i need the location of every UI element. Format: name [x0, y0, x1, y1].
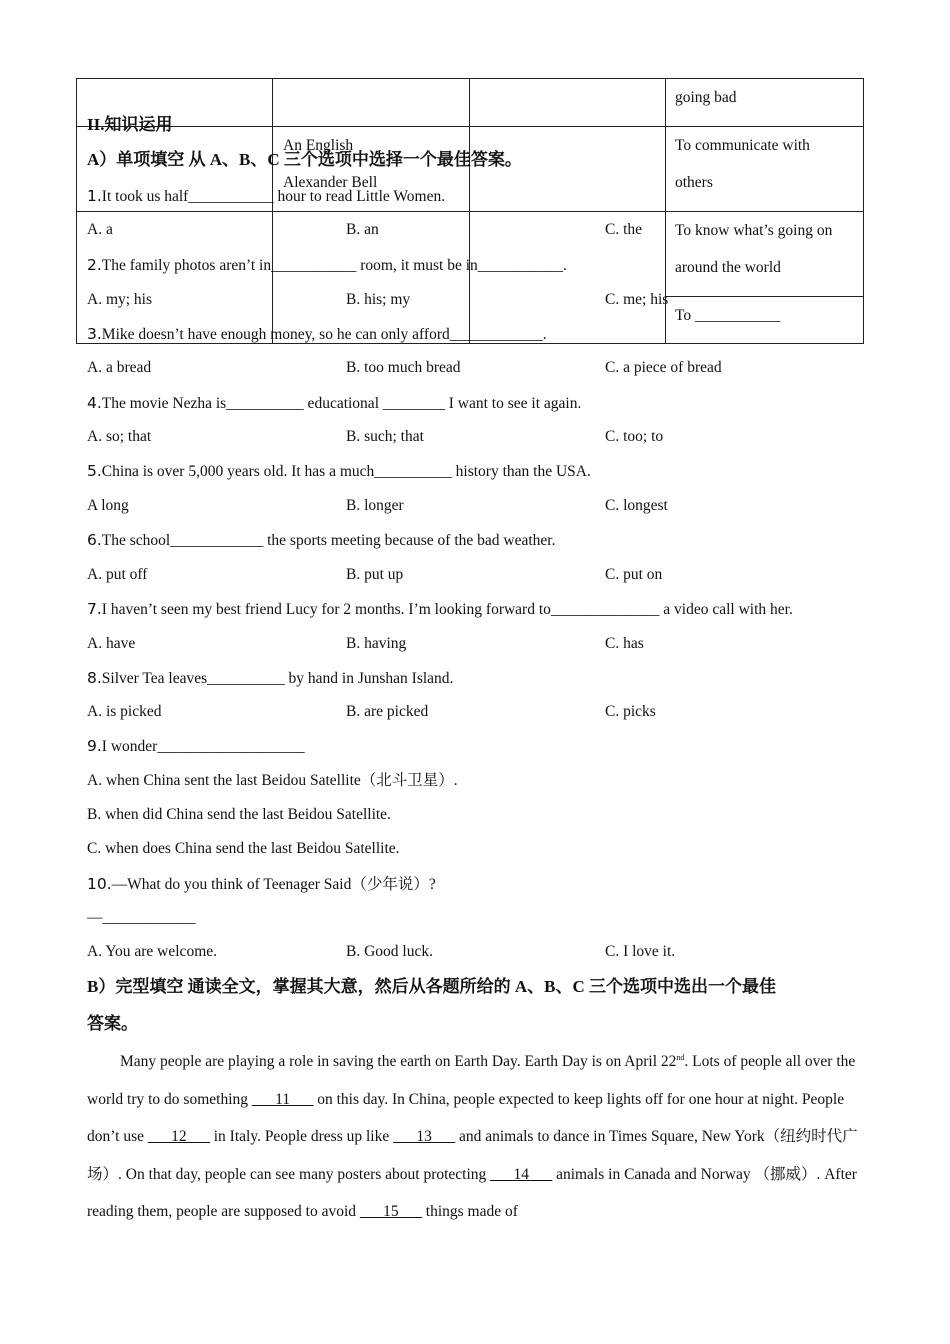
part-a-title: A）单项填空 从 A、B、C 三个选项中选择一个最佳答案。 — [87, 150, 522, 169]
question-10: 10.—What do you think of Teenager Said（少年说）? — [87, 875, 436, 893]
question-1: 1.It took us half___________ hour to read Little Women. — [87, 187, 446, 205]
table-cell: An English — [283, 137, 354, 154]
option-a[interactable]: A. so; that — [87, 428, 152, 445]
question-5: 5.China is over 5,000 years old. It has a much__________ history than the USA. — [87, 462, 591, 480]
option-b[interactable]: B. too much bread — [346, 359, 461, 376]
question-8: 8.Silver Tea leaves__________ by hand in Junshan Island. — [87, 669, 454, 687]
question-4: 4.The movie Nezha is__________ educational ________ I want to see it again. — [87, 394, 582, 412]
option-b[interactable]: B. having — [346, 635, 407, 652]
table-cell: To know what’s going on — [675, 222, 833, 239]
option-c[interactable]: C. picks — [605, 703, 656, 720]
question-6: 6.The school____________ the sports meeting because of the bad weather. — [87, 531, 556, 549]
question-3: 3.Mike doesn’t have enough money, so he can only afford____________. — [87, 325, 547, 343]
option-b[interactable]: B. Good luck. — [346, 943, 433, 960]
option-c[interactable]: C. too; to — [605, 428, 664, 445]
option-a[interactable]: A. is picked — [87, 703, 162, 720]
answer-line: —____________ — [87, 909, 196, 926]
question-9: 9.I wonder___________________ — [87, 737, 305, 755]
part-b-title-cont: 答案。 — [87, 1014, 138, 1033]
option-b[interactable]: B. longer — [346, 497, 404, 514]
option-c[interactable]: C. I love it. — [605, 943, 676, 960]
option-c[interactable]: C. when does China send the last Beidou Satellite. — [87, 840, 400, 857]
option-a[interactable]: A long — [87, 497, 129, 514]
table-cell: To ___________ — [675, 307, 781, 324]
question-2: 2.The family photos aren’t in___________ room, it must be in___________. — [87, 256, 567, 274]
option-c[interactable]: C. a piece of bread — [605, 359, 722, 376]
option-b[interactable]: B. his; my — [346, 291, 411, 308]
part-b-title: B）完型填空 通读全文，掌握其大意，然后从各题所给的 A、B、C 三个选项中选出一个最佳 — [87, 977, 776, 996]
option-a[interactable]: A. put off — [87, 566, 148, 583]
option-b[interactable]: B. are picked — [346, 703, 429, 720]
section-title: II.知识运用 — [87, 115, 173, 134]
option-c[interactable]: C. put on — [605, 566, 663, 583]
option-c[interactable]: C. longest — [605, 497, 668, 514]
question-7: 7.I haven’t seen my best friend Lucy for 2 months. I’m looking forward to______________ a video call with her. — [87, 600, 793, 618]
option-b[interactable]: B. put up — [346, 566, 404, 583]
option-a[interactable]: A. when China sent the last Beidou Satellite（北斗卫星）. — [87, 772, 458, 789]
option-b[interactable]: B. an — [346, 221, 379, 238]
option-c[interactable]: C. has — [605, 635, 644, 652]
option-a[interactable]: A. my; his — [87, 291, 153, 308]
blank-13: ___13___ — [393, 1128, 456, 1146]
option-a[interactable]: A. You are welcome. — [87, 943, 218, 960]
option-a[interactable]: A. have — [87, 635, 136, 652]
blank-15: ___15___ — [359, 1203, 422, 1221]
blank-11: ___11___ — [251, 1090, 314, 1108]
option-c[interactable]: C. the — [605, 221, 643, 238]
table-cell: To communicate with — [675, 137, 810, 154]
vocab-table — [76, 78, 864, 344]
table-cell: Alexander Bell — [283, 174, 378, 191]
option-a[interactable]: A. a — [87, 221, 113, 238]
option-b[interactable]: B. such; that — [346, 428, 424, 445]
option-c[interactable]: C. me; his — [605, 291, 669, 308]
table-cell: around the world — [675, 259, 781, 276]
table-cell: others — [675, 174, 713, 191]
table-cell: going bad — [675, 89, 737, 106]
option-a[interactable]: A. a bread — [87, 359, 152, 376]
cloze-passage: Many people are playing a role in saving the earth on Earth Day. Earth Day is on April 22nd. Lots of people all over the world try to do something ___11___ on this day. In China, people expected to keep lights off for one hour at night. People don’t use ___12___ in Italy. People dress up like ___13___ and animals to dance in Times Square, New York（纽约时代广场）. On that day, people can see many posters about protecting ___14___ animals in Canada and Norway （挪威）. After reading them, people are supposed to avoid ___15___ things made of — [87, 1053, 858, 1221]
blank-14: ___14___ — [490, 1165, 553, 1183]
blank-12: ___12___ — [147, 1128, 210, 1146]
option-b[interactable]: B. when did China send the last Beidou Satellite. — [87, 806, 391, 823]
